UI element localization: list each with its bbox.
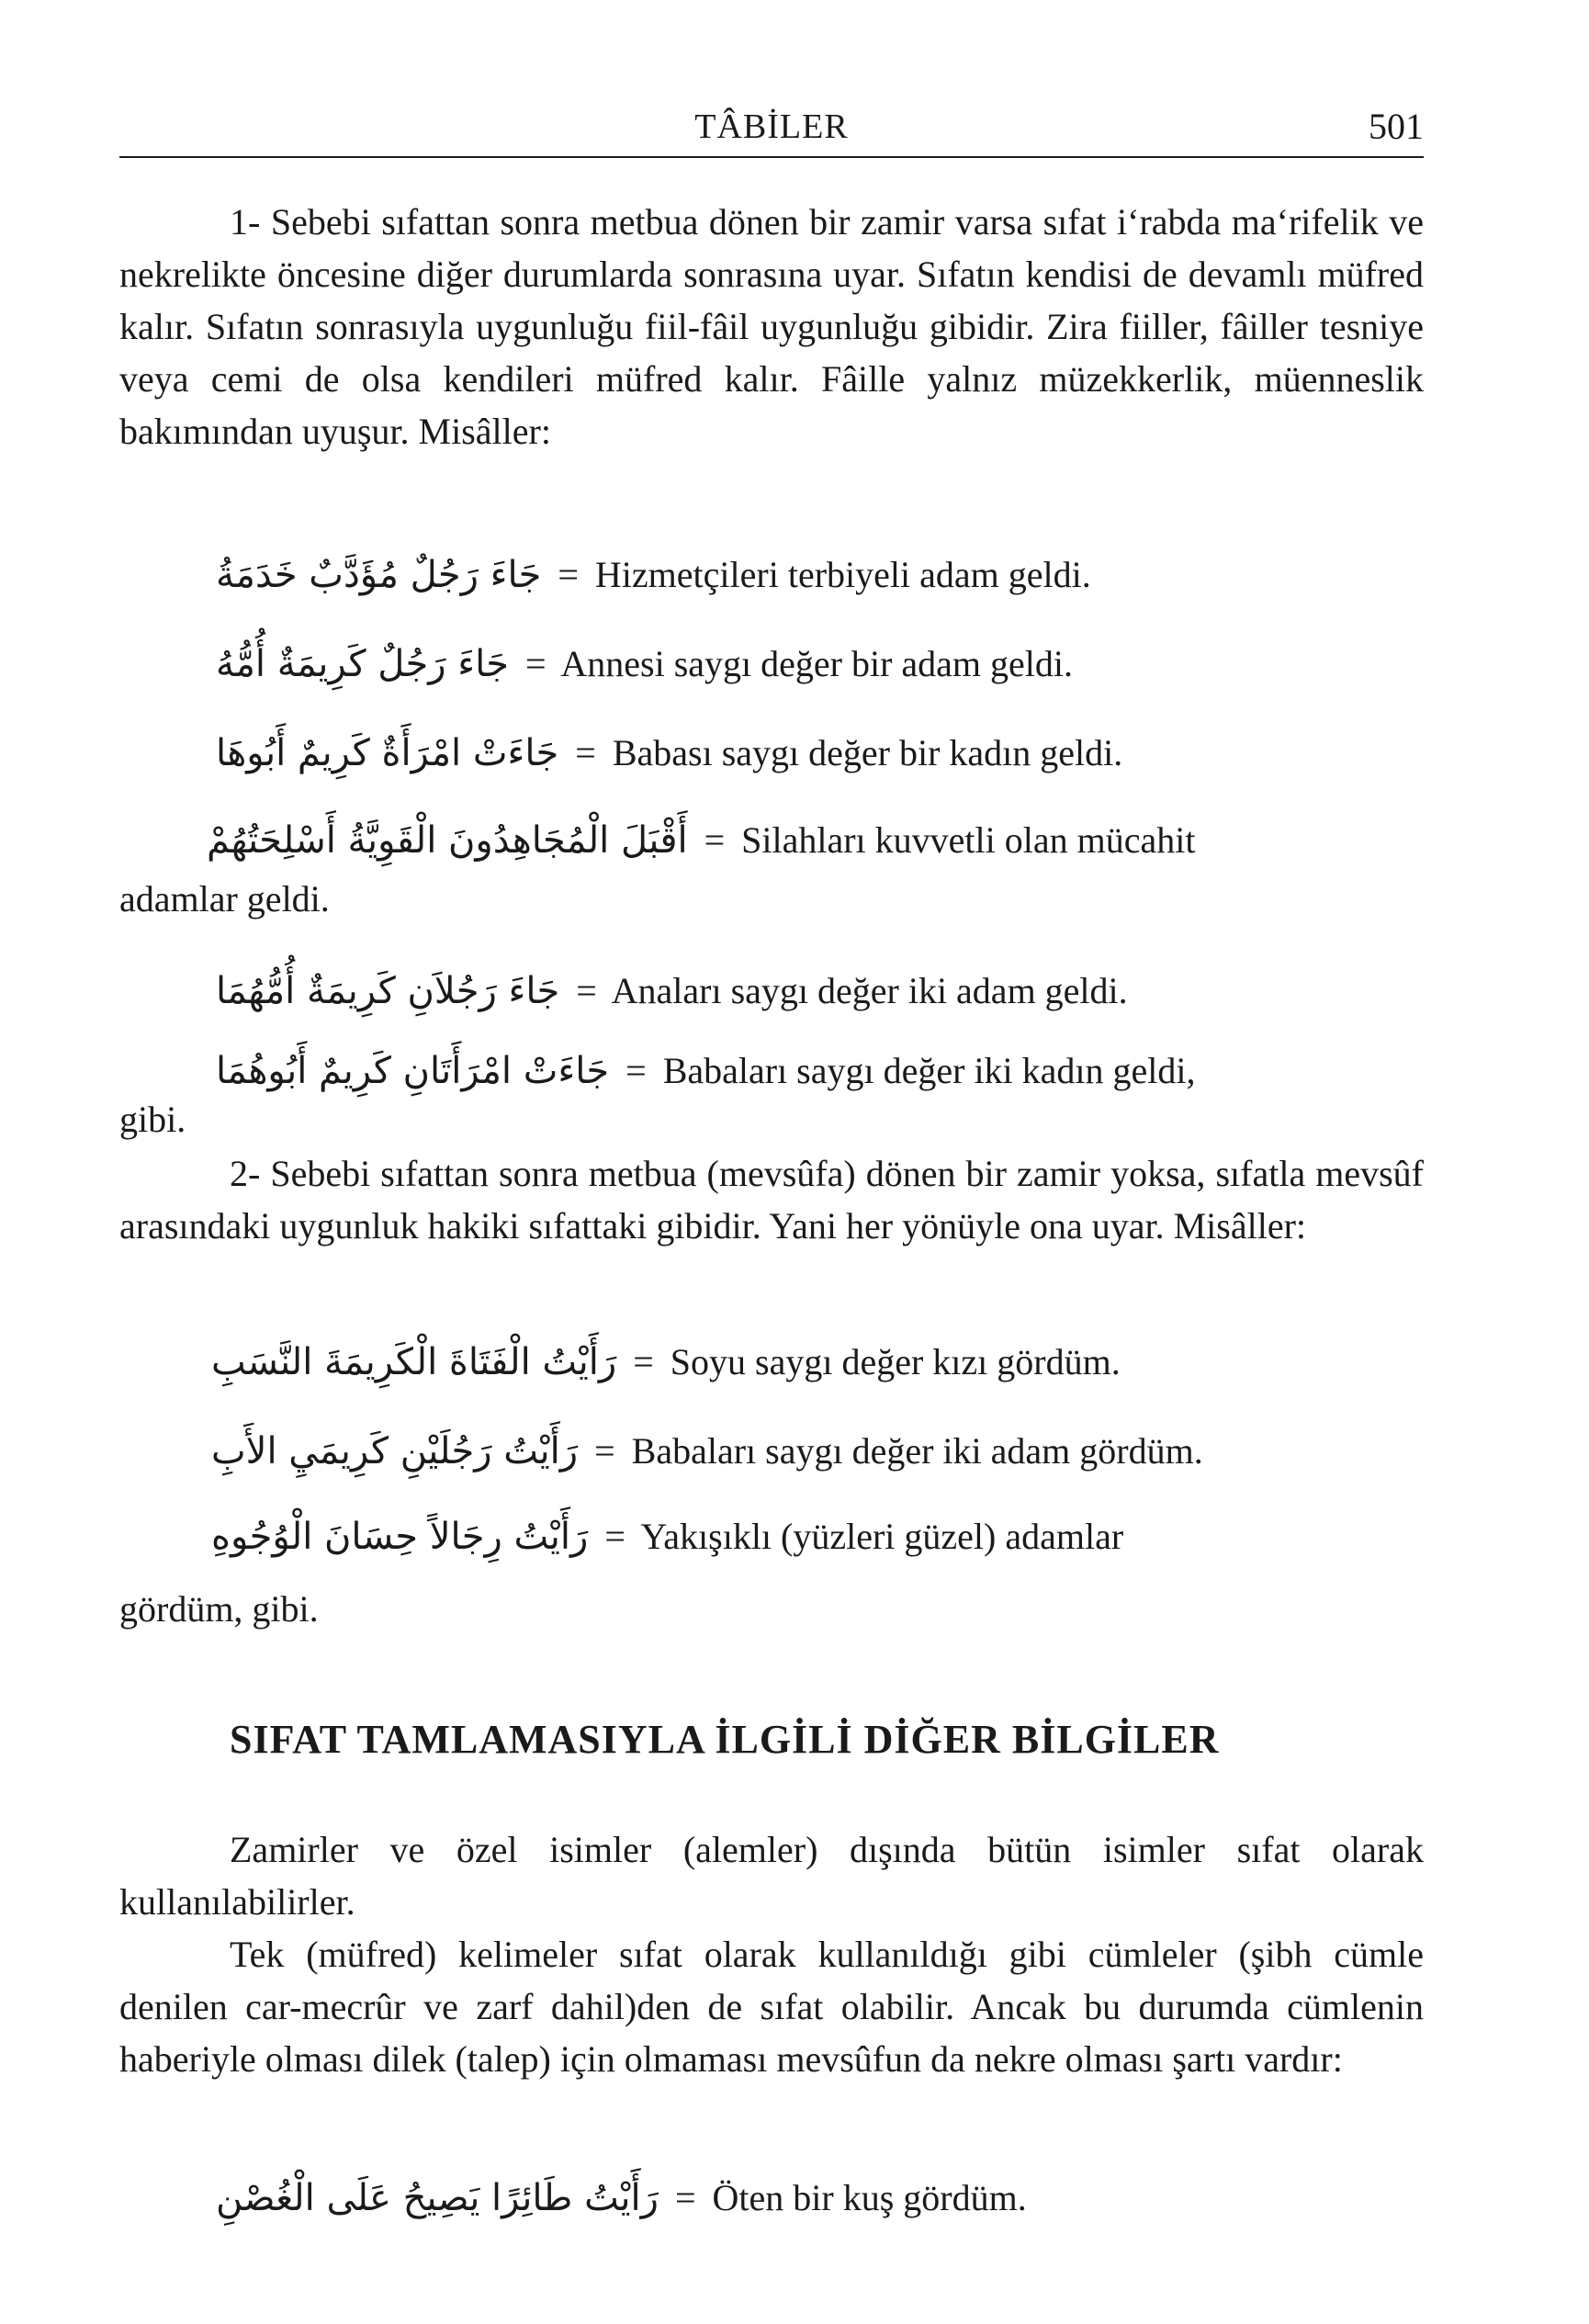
translation: Yakışıklı (yüzleri güzel) adamlar bbox=[640, 1516, 1124, 1557]
example-line bbox=[119, 961, 1424, 1021]
running-title: TÂBİLER bbox=[694, 107, 849, 146]
section-heading: SIFAT TAMLAMASIYLA İLGİLİ DİĞER BİLGİLER bbox=[230, 1717, 1220, 1762]
paragraph-rule-2: 2- Sebebi sıfattan sonra metbua (mevsûfa) dönen bir zamir yoksa, sıfatla mevsûf arasındaki uygunluk hakiki sıfattaki gibidir. Yani her yönüyle ona uyar. Misâller: bbox=[119, 1153, 1424, 1247]
translation: Annesi saygı değer bir adam geldi. bbox=[560, 643, 1073, 684]
translation-continuation: gibi. bbox=[119, 1099, 186, 1140]
arabic-example: جَاءَتْ امْرَأَتَانِ كَرِيمٌ أَبُوهُمَا bbox=[216, 1050, 610, 1092]
example-line bbox=[119, 545, 1424, 605]
paragraph-pronouns: Zamirler ve özel isimler (alemler) dışında bütün isimler sıfat olarak kullanılabilirler. bbox=[119, 1829, 1424, 1923]
equals-sign: = bbox=[604, 1516, 625, 1557]
example-line bbox=[119, 723, 1424, 784]
translation: Anaları saygı değer iki adam geldi. bbox=[611, 970, 1128, 1011]
translation: Babası saygı değer bir kadın geldi. bbox=[612, 732, 1123, 773]
example-line bbox=[119, 2168, 1424, 2228]
example-line bbox=[119, 634, 1424, 694]
equals-sign: = bbox=[704, 819, 726, 861]
paragraph-rule-1: 1- Sebebi sıfattan sonra metbua dönen bir zamir varsa sıfat i‘rabda ma‘rifelik ve nekrelikte öncesine diğer durumlarda sonrasına uyar. Sıfatın kendisi de devamlı müfred kalır. Sıfatın sonrasıyla uygunluğu fiil-fâil uygunluğu gibidir. Zira fiiller, fâiller tesniye veya cemi de olsa kendileri müfred kalır. Fâille yalnız müzekkerlik, müenneslik bakımından uyuşur. Misâller: bbox=[119, 201, 1424, 452]
equals-sign: = bbox=[558, 554, 579, 595]
example-line bbox=[119, 1041, 1424, 1101]
example-line bbox=[119, 1332, 1424, 1393]
example-line bbox=[119, 810, 1424, 871]
translation-continuation: gördüm, gibi. bbox=[119, 1588, 319, 1630]
equals-sign: = bbox=[594, 1430, 615, 1472]
translation-continuation: adamlar geldi. bbox=[119, 878, 330, 919]
arabic-example: جَاءَ رَجُلٌ كَرِيمَةٌ أُمُّهُ bbox=[216, 643, 510, 685]
translation: Babaları saygı değer iki kadın geldi, bbox=[662, 1050, 1196, 1091]
equals-sign: = bbox=[674, 2177, 696, 2218]
translation: Öten bir kuş gördüm. bbox=[712, 2177, 1027, 2218]
equals-sign: = bbox=[625, 1050, 647, 1091]
arabic-example: رَأَيْتُ رَجُلَيْنِ كَرِيمَيِ الأَبِ bbox=[211, 1430, 579, 1472]
equals-sign: = bbox=[576, 970, 597, 1011]
translation: Hizmetçileri terbiyeli adam geldi. bbox=[594, 554, 1091, 595]
arabic-example: رَأَيْتُ رِجَالاً حِسَانَ الْوُجُوهِ bbox=[211, 1516, 589, 1558]
paragraph-sentences: Tek (müfred) kelimeler sıfat olarak kullanıldığı gibi cümleler (şibh cümle denilen car-mecrûr ve zarf dahil)den de sıfat olabilir. Ancak bu durumda cümlenin haberiyle olması dilek (talep) için olmaması mevsûfun da nekre olması şartı vardır: bbox=[119, 1934, 1424, 2080]
arabic-example: رَأَيْتُ طَائِرًا يَصِيحُ عَلَى الْغُصْنِ bbox=[216, 2177, 659, 2219]
arabic-example: جَاءَ رَجُلٌ مُؤَدَّبٌ خَدَمَةُ bbox=[216, 554, 542, 596]
equals-sign: = bbox=[633, 1341, 654, 1382]
page-number: 501 bbox=[1369, 106, 1424, 147]
arabic-example: جَاءَ رَجُلاَنِ كَرِيمَةٌ أُمُّهُمَا bbox=[216, 970, 560, 1012]
arabic-example: أَقْبَلَ الْمُجَاهِدُونَ الْقَوِيَّةُ أَسْلِحَتُهُمْ bbox=[207, 819, 688, 862]
translation: Babaları saygı değer iki adam gördüm. bbox=[631, 1430, 1203, 1472]
translation: Soyu saygı değer kızı gördüm. bbox=[670, 1341, 1121, 1382]
arabic-example: رَأَيْتُ الْفَتَاةَ الْكَرِيمَةَ النَّسَبِ bbox=[211, 1341, 617, 1383]
example-line bbox=[119, 1506, 1424, 1567]
example-line bbox=[119, 1421, 1424, 1482]
translation: Silahları kuvvetli olan mücahit bbox=[741, 819, 1196, 861]
arabic-example: جَاءَتْ امْرَأَةٌ كَرِيمٌ أَبُوهَا bbox=[216, 732, 559, 774]
equals-sign: = bbox=[525, 643, 547, 684]
page-header bbox=[119, 99, 1424, 158]
equals-sign: = bbox=[575, 732, 596, 773]
